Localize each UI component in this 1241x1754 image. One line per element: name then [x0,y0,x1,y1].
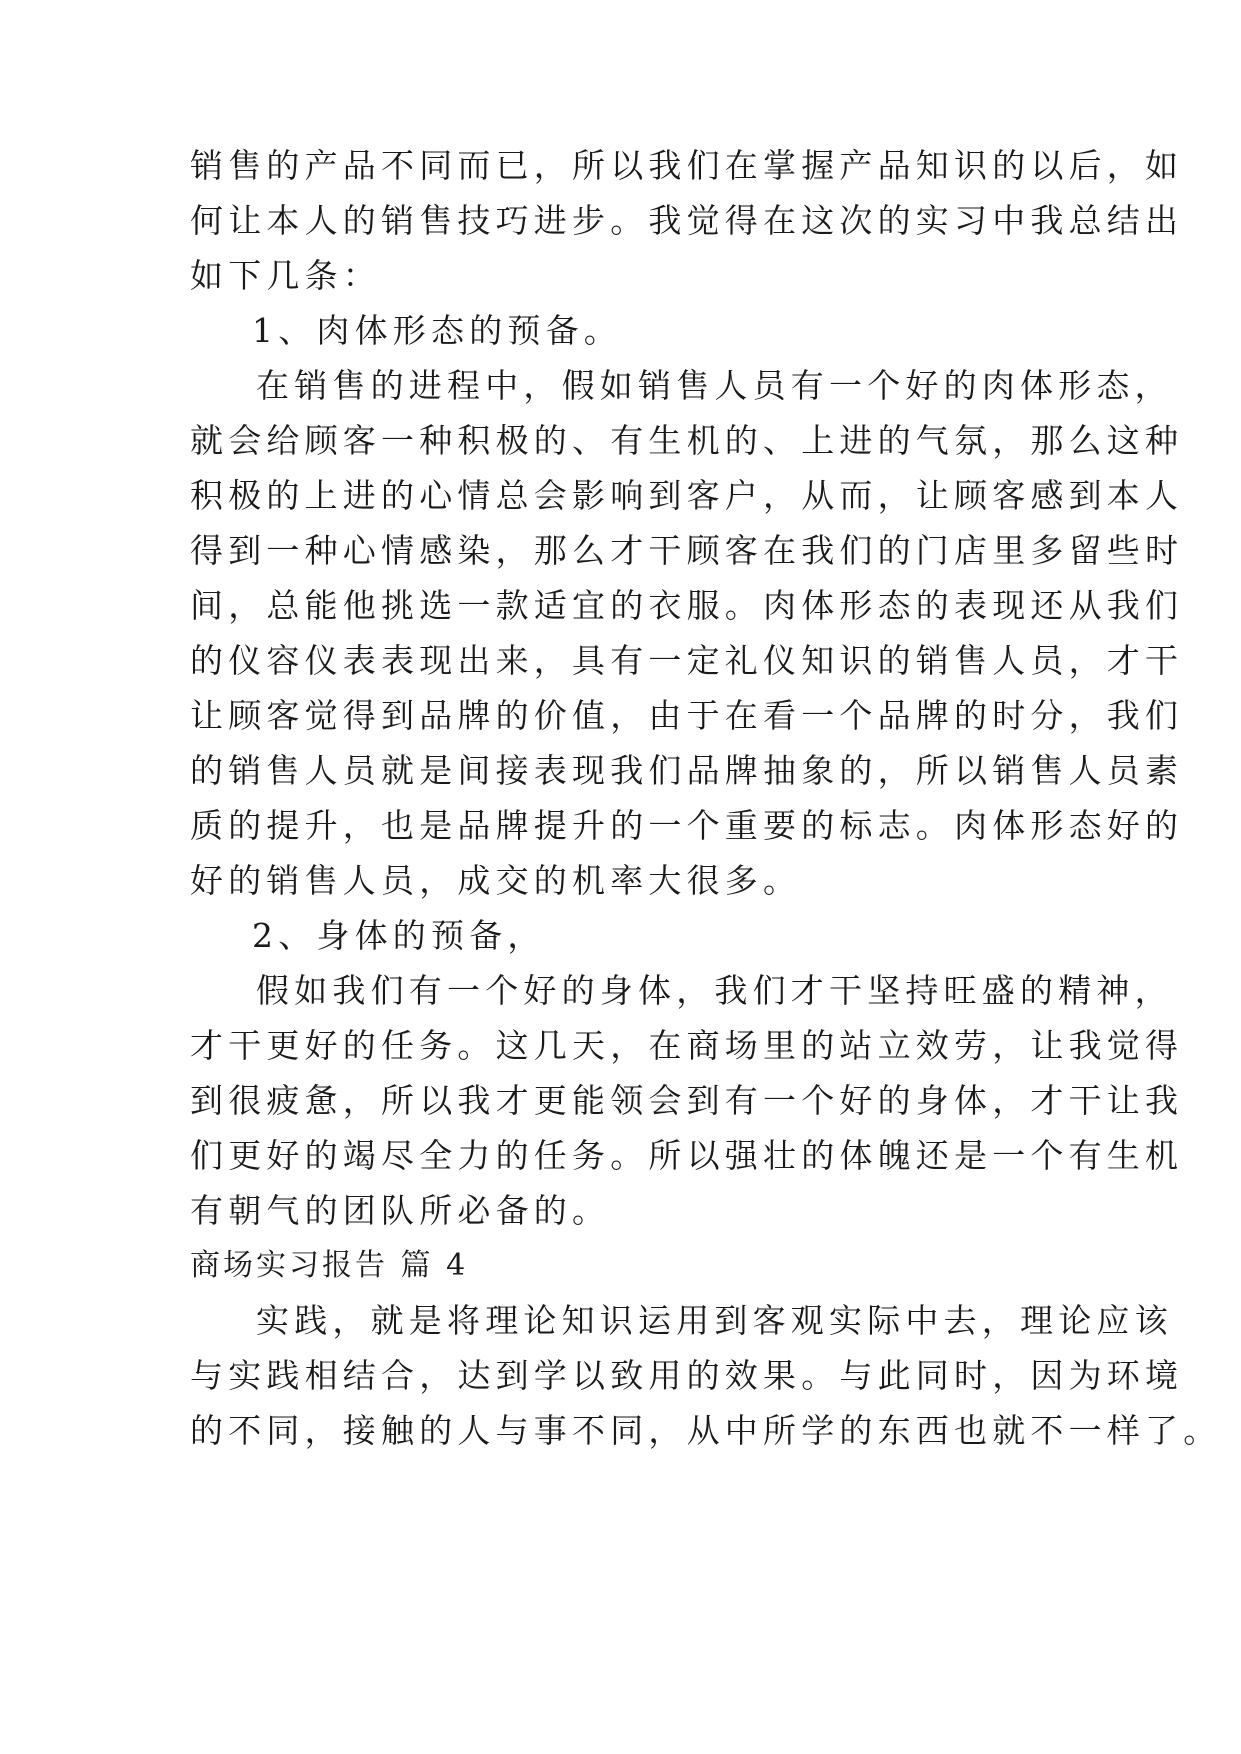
section-item-2: 2、身体的预备， [252,916,546,955]
text-line: 好的销售人员，成交的机率大很多。 [190,861,802,900]
text-line: 质的提升，也是品牌提升的一个重要的标志。肉体形态好的 [190,806,1184,845]
text-line: 销售的产品不同而已，所以我们在掌握产品知识的以后，如 [190,146,1184,185]
text-line: 的仪容仪表表现出来，具有一定礼仪知识的销售人员，才干 [190,641,1184,680]
text-line: 的销售人员就是间接表现我们品牌抽象的，所以销售人员素 [190,751,1184,790]
text-line: 积极的上进的心情总会影响到客户，从而，让顾客感到本人 [190,476,1184,515]
text-line: 得到一种心情感染，那么才干顾客在我们的门店里多留些时 [190,531,1184,570]
text-line: 就会给顾客一种积极的、有生机的、上进的气氛，那么这种 [190,421,1184,460]
text-line: 们更好的竭尽全力的任务。所以强壮的体魄还是一个有生机 [190,1136,1184,1175]
text-line: 实践，就是将理论知识运用到客观实际中去，理论应该 [256,1301,1173,1340]
text-line: 与实践相结合，达到学以致用的效果。与此同时，因为环境 [190,1356,1184,1395]
text-line: 在销售的进程中，假如销售人员有一个好的肉体形态， [256,366,1173,405]
text-line: 假如我们有一个好的身体，我们才干坚持旺盛的精神， [256,971,1173,1010]
text-line: 让顾客觉得到品牌的价值，由于在看一个品牌的时分，我们 [190,696,1184,735]
text-line: 如下几条： [190,256,381,295]
text-line: 的不同，接触的人与事不同，从中所学的东西也就不一样了。 [190,1411,1222,1450]
text-line: 才干更好的任务。这几天，在商场里的站立效劳，让我觉得 [190,1026,1184,1065]
text-line: 到很疲惫，所以我才更能领会到有一个好的身体，才干让我 [190,1081,1184,1120]
text-line: 何让本人的销售技巧进步。我觉得在这次的实习中我总结出 [190,201,1184,240]
text-line: 间，总能他挑选一款适宜的衣服。肉体形态的表现还从我们 [190,586,1184,625]
section-item-1: 1、肉体形态的预备。 [252,311,622,350]
section-heading: 商场实习报告 篇 4 [190,1248,469,1283]
text-line: 有朝气的团队所必备的。 [190,1191,611,1230]
